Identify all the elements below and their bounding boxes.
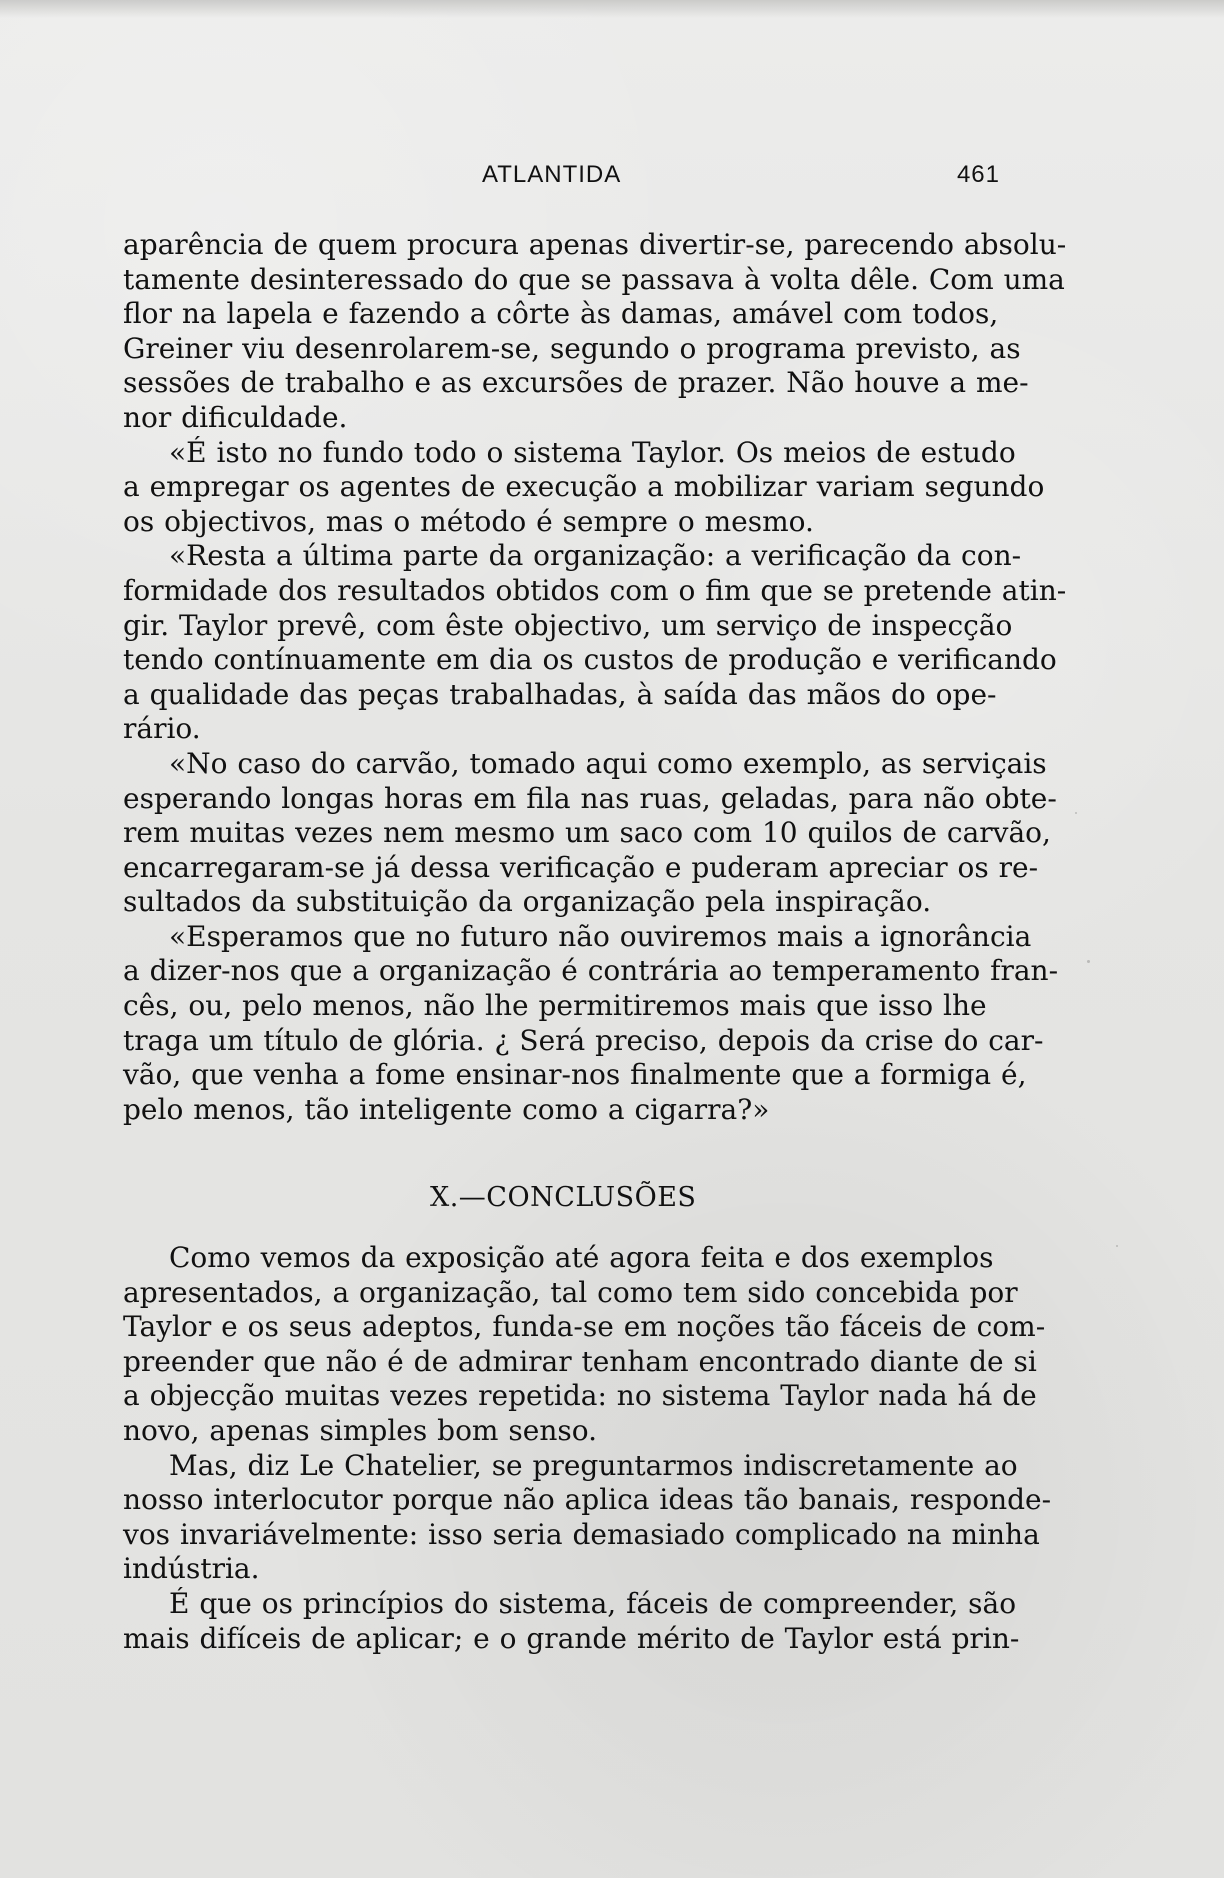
text-line: cês, ou, pelo menos, não lhe permitiremos mais que isso lhe	[123, 989, 987, 1023]
scan-shadow	[0, 0, 1224, 18]
text-line: a empregar os agentes de execução a mobilizar variam segundo	[123, 470, 1045, 504]
text-line: mais difíceis de aplicar; e o grande mérito de Taylor está prin-	[123, 1621, 1020, 1655]
page-number: 461	[956, 161, 1000, 188]
page-header	[126, 161, 1000, 195]
text-line: rem muitas vezes nem mesmo um saco com 10 quilos de carvão,	[123, 816, 1051, 850]
paper-speck	[1087, 960, 1090, 963]
section-heading: X.—CONCLUSÕES	[430, 1182, 697, 1213]
text-line: formidade dos resultados obtidos com o fim que se pretende atin-	[123, 573, 1067, 607]
text-line: apresentados, a organização, tal como tem sido concebida por	[123, 1275, 1018, 1309]
text-line: esperando longas horas em fila nas ruas, geladas, para não obte-	[123, 781, 1057, 815]
text-line: nor dificuldade.	[123, 400, 348, 434]
text-line: Greiner viu desenrolarem-se, segundo o programa previsto, as	[123, 331, 1021, 365]
body-text-bottom	[123, 1241, 1052, 1656]
text-line: «Resta a última parte da organização: a verificação da con-	[169, 539, 1022, 573]
text-line: Taylor e os seus adeptos, funda-se em noções tão fáceis de com-	[123, 1310, 1046, 1344]
text-line: «No caso do carvão, tomado aqui como exemplo, as serviçais	[169, 746, 1047, 780]
body-text-top	[123, 228, 1067, 1127]
text-line: vão, que venha a fome ensinar-nos finalmente que a formiga é,	[123, 1058, 1027, 1092]
text-line: sessões de trabalho e as excursões de prazer. Não houve a me-	[123, 366, 1029, 400]
text-line: tamente desinteressado do que se passava à volta dêle. Com uma	[123, 262, 1065, 296]
text-line: a dizer-nos que a organização é contrária ao temperamento fran-	[123, 954, 1059, 988]
text-line: aparência de quem procura apenas divertir-se, parecendo absolu-	[123, 228, 1067, 261]
text-line: rário.	[123, 712, 201, 746]
text-line: É que os princípios do sistema, fáceis de compreender, são	[169, 1586, 1017, 1620]
running-title: ATLANTIDA	[482, 161, 622, 188]
text-line: novo, apenas simples bom senso.	[123, 1413, 597, 1447]
text-line: encarregaram-se já dessa verificação e puderam apreciar os re-	[123, 850, 1039, 884]
text-line: Como vemos da exposição até agora feita e dos exemplos	[169, 1241, 994, 1274]
text-line: nosso interlocutor porque não aplica ideas tão banais, responde-	[123, 1483, 1052, 1517]
text-line: os objectivos, mas o método é sempre o mesmo.	[123, 504, 814, 538]
text-line: sultados da substituição da organização pela inspiração.	[123, 885, 932, 919]
text-line: pelo menos, tão inteligente como a cigarra?»	[123, 1092, 770, 1126]
text-line: a objecção muitas vezes repetida: no sistema Taylor nada há de	[123, 1379, 1037, 1413]
text-line: indústria.	[123, 1552, 260, 1586]
paper-speck	[1075, 812, 1077, 814]
text-line: preender que não é de admirar tenham encontrado diante de si	[123, 1344, 1037, 1378]
text-line: vos invariávelmente: isso seria demasiado complicado na minha	[123, 1517, 1040, 1551]
paper-speck	[1116, 1245, 1118, 1247]
text-line: tendo contínuamente em dia os custos de produção e verificando	[123, 643, 1057, 677]
text-line: a qualidade das peças trabalhadas, à saída das mãos do ope-	[123, 677, 997, 711]
text-line: traga um título de glória. ¿ Será preciso, depois da crise do car-	[123, 1023, 1044, 1057]
text-line: gir. Taylor prevê, com êste objectivo, um serviço de inspecção	[123, 608, 1013, 642]
text-line: flor na lapela e fazendo a côrte às damas, amável com todos,	[123, 297, 999, 331]
text-line: «Esperamos que no futuro não ouviremos mais a ignorância	[169, 919, 1032, 953]
text-line: Mas, diz Le Chatelier, se preguntarmos indiscretamente ao	[169, 1448, 1018, 1482]
text-line: «É isto no fundo todo o sistema Taylor. Os meios de estudo	[169, 435, 1016, 469]
